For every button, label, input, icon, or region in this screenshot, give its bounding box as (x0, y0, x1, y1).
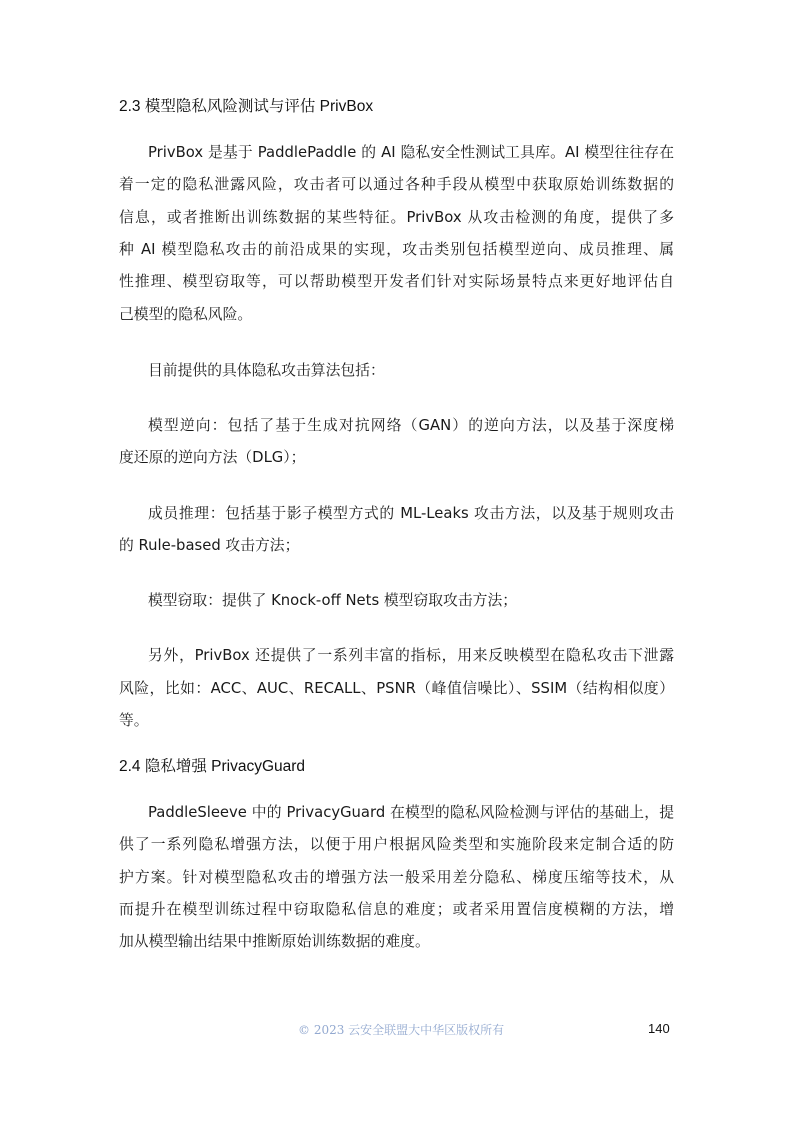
paragraph-line: 供了一系列隐私增强方法，以便于用户根据风险类型和实施阶段来定制合适的防 (119, 836, 674, 853)
paragraph-line: 己模型的隐私风险。 (119, 306, 253, 323)
page-number: 140 (648, 1021, 670, 1036)
section-2-4-heading: 2.4 隐私增强 PrivacyGuard (119, 758, 306, 775)
section-2-3-heading: 2.3 模型隐私风险测试与评估 PrivBox (119, 98, 374, 115)
paragraph-line: 成员推理：包括基于影子模型方式的 ML-Leaks 攻击方法，以及基于规则攻击 (148, 505, 674, 522)
paragraph-line: 等。 (119, 712, 149, 729)
paragraph-line: 种 AI 模型隐私攻击的前沿成果的实现，攻击类别包括模型逆向、成员推理、属 (119, 241, 674, 258)
paragraph-line: 加从模型输出结果中推断原始训练数据的难度。 (119, 933, 430, 950)
algorithms-intro: 目前提供的具体隐私攻击算法包括： (148, 362, 385, 379)
paragraph-line: PaddleSleeve 中的 PrivacyGuard 在模型的隐私风险检测与评估的基础上，提 (148, 804, 674, 821)
paragraph-line: 的 Rule-based 攻击方法； (119, 537, 300, 554)
paragraph-line: 护方案。针对模型隐私攻击的增强方法一般采用差分隐私、梯度压缩等技术，从 (119, 869, 674, 886)
paragraph-line: 而提升在模型训练过程中窃取隐私信息的难度；或者采用置信度模糊的方法，增 (119, 901, 674, 918)
paragraph-line: 度还原的逆向方法（DLG）； (119, 449, 306, 466)
paragraph-line: PrivBox 是基于 PaddlePaddle 的 AI 隐私安全性测试工具库。AI 模型往往存在 (148, 144, 674, 161)
paragraph-line: 模型逆向：包括了基于生成对抗网络（GAN）的逆向方法，以及基于深度梯 (148, 417, 674, 434)
paragraph-line: 另外，PrivBox 还提供了一系列丰富的指标，用来反映模型在隐私攻击下泄露 (148, 647, 674, 664)
paragraph-line: 风险，比如：ACC、AUC、RECALL、PSNR（峰值信噪比）、SSIM（结构相似度） (119, 680, 674, 697)
paragraph-line: 性推理、模型窃取等，可以帮助模型开发者们针对实际场景特点来更好地评估自 (119, 273, 674, 290)
paragraph-line: 信息，或者推断出训练数据的某些特征。PrivBox 从攻击检测的角度，提供了多 (119, 209, 674, 226)
paragraph-line: 着一定的隐私泄露风险，攻击者可以通过各种手段从模型中获取原始训练数据的 (119, 176, 674, 193)
footer-copyright: © 2023 云安全联盟大中华区版权所有 (298, 1023, 505, 1037)
model-stealing-paragraph: 模型窃取：提供了 Knock-off Nets 模型窃取攻击方法； (148, 592, 518, 609)
